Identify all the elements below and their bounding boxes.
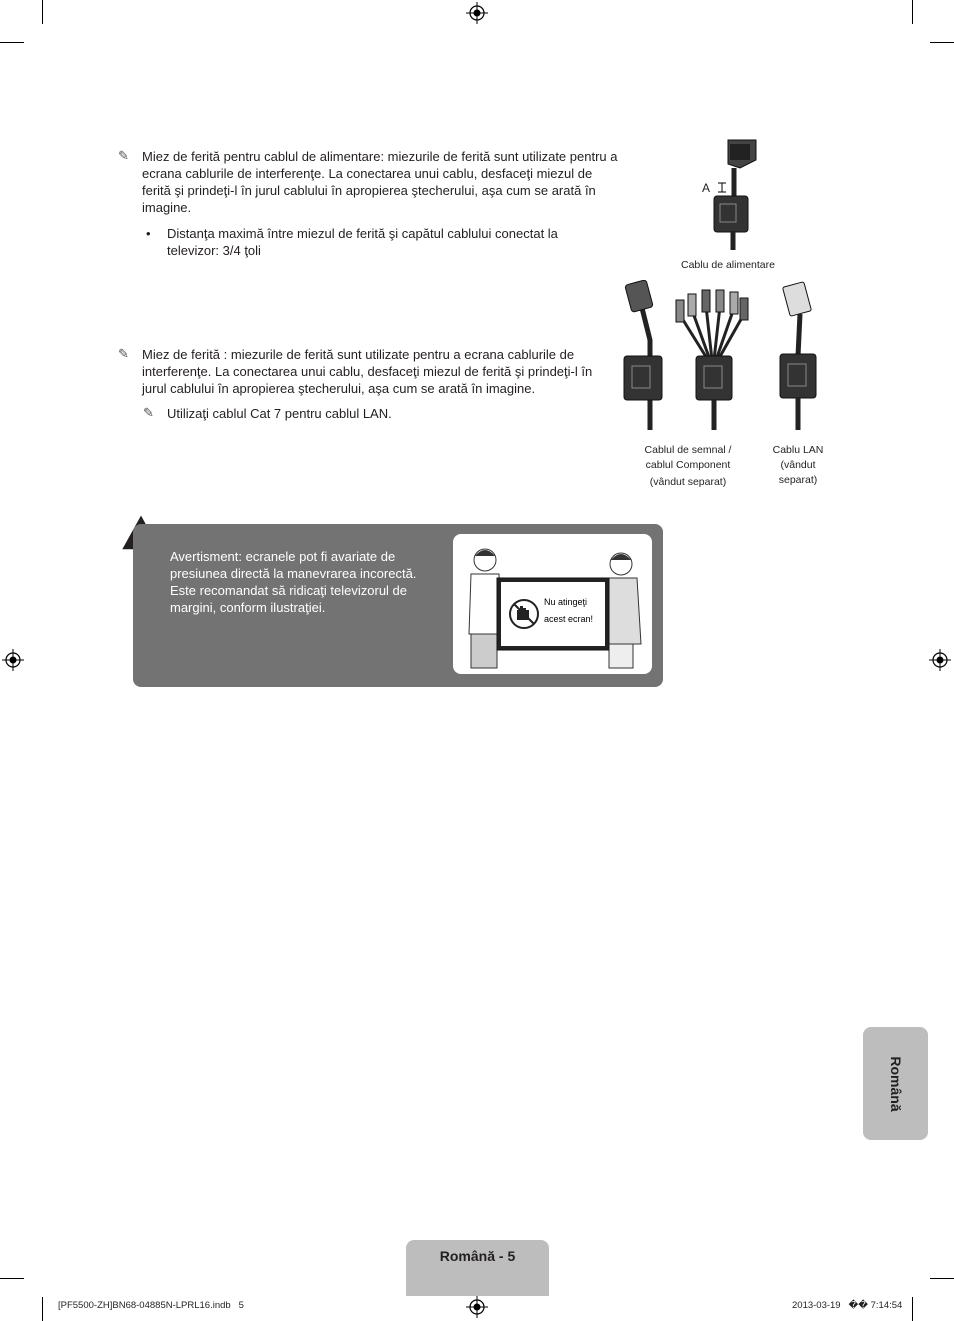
tv-handling-illustration — [453, 534, 652, 674]
sign-text-line1: Nu atingeţi — [544, 597, 588, 607]
registration-mark-icon — [466, 2, 488, 24]
dimension-label-a: A — [702, 181, 711, 195]
bullet-dot: • — [146, 226, 151, 241]
crop-mark — [0, 42, 24, 43]
sign-text-line2: acest ecran! — [544, 614, 594, 624]
crop-mark — [912, 0, 913, 24]
signal-lan-cables-illustration — [620, 280, 830, 430]
crop-mark — [930, 1278, 954, 1279]
language-side-tab — [863, 1027, 928, 1140]
print-slug-right: 2013-03-19 �� 7:14:54 — [792, 1300, 903, 1311]
note-pencil-icon: ✎ — [118, 148, 129, 163]
crop-mark — [42, 1297, 43, 1321]
note-pencil-icon: ✎ — [118, 346, 129, 361]
signal-cable-caption: Cablul de semnal / cablul Component (vândut separat) — [644, 444, 732, 488]
crop-mark — [930, 42, 954, 43]
ferrite-distance-bullet: Distanţa maximă între miezul de ferită şi capătul cablului conectat la televizor: 3/4 ţoli — [167, 226, 558, 258]
crop-mark — [912, 1297, 913, 1321]
lan-cable-caption: Cablu LAN (vândut separat) — [772, 444, 824, 486]
ferrite-signal-note: Miez de ferită : miezurile de ferită sunt utilizate pentru a ecrana cablurile de interferenţe. La conectarea unui cablu, desfaceţi miezul de ferită şi prindeţi-l în jurul cablului în apropierea ştecherului, aşa cum se arată în imagine. — [142, 347, 593, 396]
power-cable-illustration — [700, 138, 770, 250]
crop-mark — [0, 1278, 24, 1279]
warning-text: Avertisment: ecranele pot fi avariate de presiunea directă la manevrarea incorectă. Este recomandat să ridicaţi televizorul de margini, conform ilustraţiei. — [170, 549, 417, 615]
registration-mark-icon — [466, 1296, 488, 1318]
registration-mark-icon — [2, 649, 24, 671]
warning-panel — [133, 524, 663, 687]
print-slug-left: [PF5500-ZH]BN68-04885N-LPRL16.indb 5 — [58, 1300, 244, 1311]
page-number-tab — [406, 1240, 549, 1296]
note-pencil-icon: ✎ — [143, 405, 154, 420]
power-cable-caption: Cablu de alimentare — [681, 259, 775, 271]
crop-mark — [42, 0, 43, 24]
language-tab-label: Română — [887, 1055, 904, 1112]
page-number-label: Română - 5 — [439, 1248, 516, 1264]
ferrite-power-note: Miez de ferită pentru cablul de alimentare: miezurile de ferită sunt utilizate pentru a ecrana cablurile de interferenţe. La conectarea unui cablu, desfaceţi miezul de ferită şi prindeţi-l în jurul cablului în apropierea ştecherului, aşa cum se arată în imagine. — [142, 149, 618, 215]
registration-mark-icon — [929, 649, 951, 671]
lan-cable-subnote: Utilizaţi cablul Cat 7 pentru cablul LAN. — [167, 406, 392, 421]
